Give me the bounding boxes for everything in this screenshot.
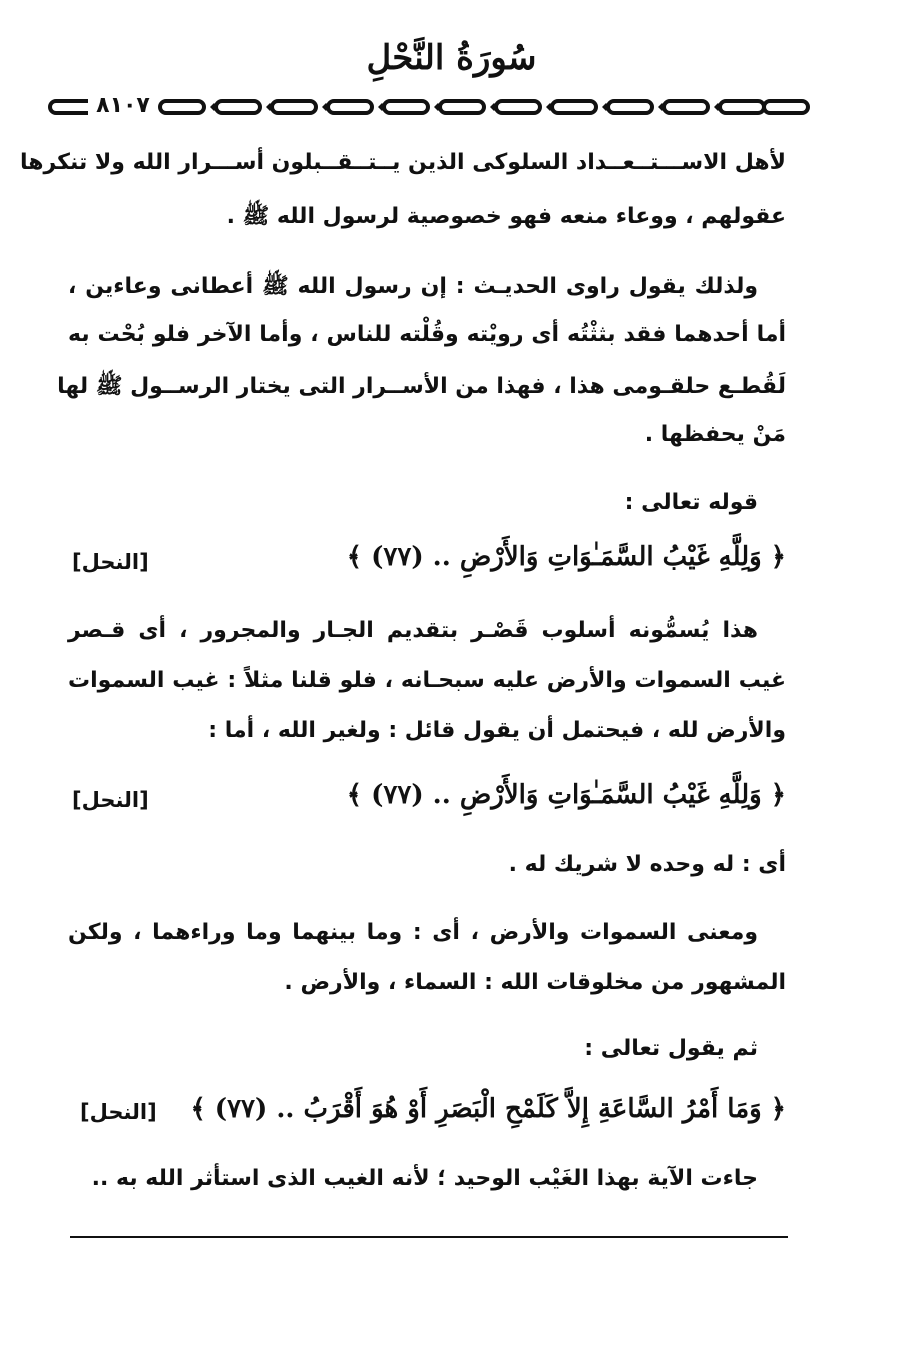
text-line: جاءت الآية بهذا الغَيْب الوحيد ؛ لأنه الغيب الذى استأثر الله به .. (91, 1166, 758, 1191)
text-line: أى : له وحده لا شريك له . (508, 852, 786, 877)
text-line: ولذلك يقول راوى الحديـث : إن رسول الله ﷺ أعطانى وعاءين ، (68, 274, 758, 299)
quran-verse: ﴿ وَلِلَّهِ غَيْبُ السَّمَـٰوَاتِ وَالأَرْضِ .. (٧٧) ﴾ (346, 542, 786, 572)
ornamental-border (48, 96, 810, 118)
text-line: مَنْ يحفظها . (644, 422, 786, 447)
text-line: هذا يُسمُّونه أسلوب قَصْـر بتقديم الجـار والمجرور ، أى قـصر (68, 618, 758, 643)
text-line: المشهور من مخلوقات الله : السماء ، والأرض . (284, 970, 786, 995)
text-line: ثم يقول تعالى : (584, 1036, 758, 1061)
quran-verse: ﴿ وَمَا أَمْرُ السَّاعَةِ إِلاَّ كَلَمْحِ الْبَصَرِ أَوْ هُوَ أَقْرَبُ .. (٧٧) ﴾ (190, 1094, 786, 1124)
verse-reference: [النحل] (80, 1100, 157, 1124)
footer-divider (70, 1236, 788, 1238)
text-line: ومعنى السموات والأرض ، أى : وما بينهما وما وراءهما ، ولكن (68, 920, 758, 945)
quran-verse: ﴿ وَلِلَّهِ غَيْبُ السَّمَـٰوَاتِ وَالأَرْضِ .. (٧٧) ﴾ (346, 780, 786, 810)
surah-title: سُورَةُ النَّحْلِ (366, 38, 537, 78)
verse-reference: [النحل] (72, 788, 149, 812)
text-line: قوله تعالى : (624, 490, 758, 515)
text-line: غيب السموات والأرض عليه سبحـانه ، فلو قلنا مثلاً : غيب السموات (68, 668, 786, 693)
text-line: لأهل الاســـتــعــداد السلوكى الذين يــتــقــبلون أســـرار الله ولا تنكرها (19, 150, 786, 175)
verse-reference: [النحل] (72, 550, 149, 574)
page-number: ٨١٠٧ (88, 92, 158, 120)
text-line: عقولهم ، ووعاء منعه فهو خصوصية لرسول الله ﷺ . (226, 204, 786, 229)
text-line: والأرض لله ، فيحتمل أن يقول قائل : ولغير الله ، أما : (208, 718, 786, 743)
text-line: لَقُطـع حلقـومى هذا ، فهذا من الأســرار التى يختار الرســول ﷺ لها (57, 374, 786, 399)
text-line: أما أحدهما فقد بثثْتُه أى رويْته وقُلْته للناس ، وأما الآخر فلو بُحْت به (68, 322, 786, 347)
